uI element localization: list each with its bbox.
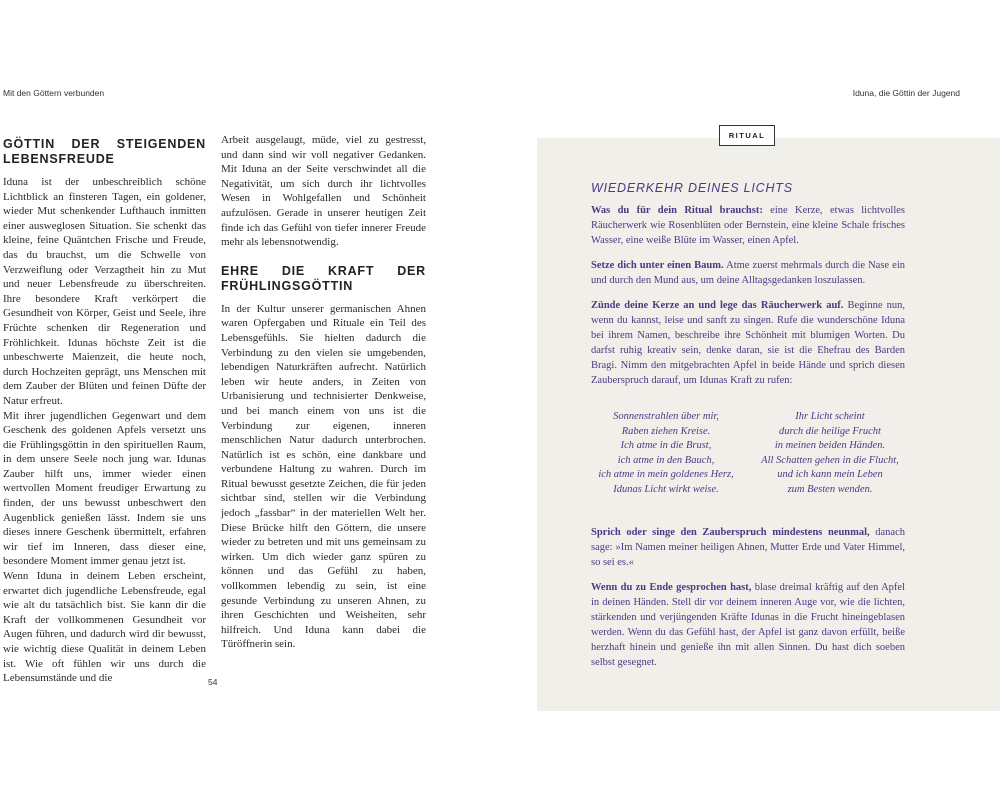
verse-line: Raben ziehen Kreise.	[621, 425, 711, 437]
verse-line: in meinen beiden Händen.	[774, 440, 886, 451]
ritual-step	[591, 298, 905, 388]
verse-line: Ihr Licht scheint	[795, 411, 865, 422]
verse-line: ich atme in mein goldenes Herz,	[598, 469, 734, 480]
paragraph: Mit ihrer jugendlichen Gegenwart und dem Geschenk des goldenen Apfels versetzt uns die Frühlingsgöttin in den spirituellen Raum, in dem unsere Seele noch jung war. Idunas Zauber hilft uns, immer wieder einen wertvollen Moment freudiger Erwartung zu finden, der uns bewusst unbeschwert den Augenblick genießen lässt. Indem sie uns dieses innere Geschenk übermittelt, erfahren wir tief im Inneren, dass dieser eine, besondere Moment immer genau jetzt ist.	[3, 409, 206, 568]
ritual-step	[591, 525, 905, 570]
page-number: 54	[208, 677, 218, 687]
step-lead: Wenn du zu Ende gesprochen hast,	[591, 582, 752, 593]
step-text: Atme zuerst mehrmals durch die Nase ein und durch den Mund aus, um deine Alltagsgedanken loszulassen.	[591, 260, 906, 286]
verse-line: und ich kann mein Leben	[777, 469, 883, 480]
ritual-badge: RITUAL	[719, 125, 775, 146]
running-header-left: Mit den Göttern verbunden	[3, 88, 105, 98]
ritual-step	[591, 258, 905, 288]
running-header-right: Iduna, die Göttin der Jugend	[852, 88, 960, 98]
verse-line: All Schatten gehen in die Flucht,	[761, 454, 899, 466]
verse-line: Ich atme in die Brust,	[620, 440, 712, 451]
ritual-title: WIEDERKEHR DEINES LICHTS	[591, 181, 793, 195]
step-lead: Setze dich unter einen Baum.	[591, 260, 724, 271]
step-text: eine Kerze, etwas lichtvolles Räucherwerk wie Rosenblüten oder Bernstein, eine kleine Schale frisches Wasser, eine weiße Blüte im Wasser, einen Apfel.	[591, 205, 905, 246]
ritual-instructions	[591, 203, 905, 680]
verse-line: Sonnenstrahlen über mir,	[613, 411, 719, 422]
verse-stanza-left	[591, 410, 741, 497]
verse-line: Idunas Licht wirkt weise.	[613, 483, 719, 495]
verse-stanza-right	[755, 410, 905, 497]
left-column	[3, 137, 206, 686]
step-text: Beginne nun, wenn du kannst, leise und sanft zu singen. Rufe die wunderschöne Iduna bei ihrem Namen, beschreibe ihre Schönheit mit blumigen Worten. Du darfst ruhig kreativ sein, denke daran, sie ist die Ehefrau des Barden Bragi. Nimm den mitgebrachten Apfel in beide Hände und sprich diesen Zauberspruch darauf, um Idunas Kraft zu rufen:	[591, 300, 905, 386]
spell-verse	[591, 410, 905, 497]
step-lead: Sprich oder singe den Zauberspruch mindestens neunmal,	[591, 527, 870, 538]
paragraph: Iduna ist der unbeschreiblich schöne Lichtblick an finsteren Tagen, ein goldener, wieder Mut schenkender Lufthauch inmitten einer ausweglosen Situation. Sie schenkt das kleine, feine Quäntchen Frische und Freude, das du brauchst, um die Schwelle von Verzweiflung oder Verzagtheit hin zu Mut und neuer Lebensfreude zu überschreiten. Ihre besondere Kraft verkörpert die Gesundheit von Körper, Geist und Seele, ihre Früchte schenken dir Regeneration und Fröhlichkeit. Idunas höchste Zeit ist die unbeschwerte Maienzeit, die heute noch, durch Hochzeiten geprägt, uns Menschen mit dem Zauber der Blüten und feinen Düfte der Natur erfreut.	[3, 176, 206, 407]
section-heading-lebensfreude: GÖTTIN DER STEIGENDEN LEBENSFREUDE	[3, 137, 206, 166]
step-lead: Was du für dein Ritual brauchst:	[591, 205, 763, 216]
verse-line: zum Besten wenden.	[787, 483, 873, 495]
verse-line: ich atme in den Bauch,	[617, 454, 715, 466]
section-heading-fruehlingsgoettin: EHRE DIE KRAFT DER FRÜHLINGSGÖTTIN	[221, 263, 426, 293]
paragraph: Wenn Iduna in deinem Leben erscheint, erwartet dich jugendliche Lebensfreude, egal wie alt du tatsächlich bist. Sie kann dir die Kraft der vollkommenen Gesundheit vor Augen führen, und dadurch wird dir bewusst, wie wichtig diese Qualität in deinem Leben ist. Wie oft fühlen wir uns durch die Lebensumstände und die	[3, 570, 206, 685]
ritual-step	[591, 203, 905, 248]
step-lead: Zünde deine Kerze an und lege das Räucherwerk auf.	[591, 300, 844, 311]
ritual-step	[591, 580, 905, 670]
paragraph: In der Kultur unserer germanischen Ahnen waren Opfergaben und Rituale ein Teil des Lebensgefühls. Sie hielten dadurch die Verbindung zu den vielen sie umgebenden, lebendigen Naturkräften aufrecht. Natürlich leben wir heute anders, in Zeiten von Urbanisierung und technisierter Denkweise, und bei manch einem von uns ist die Verbindung zur eigenen, inneren menschlichen Natur dadurch unterbrochen. Natürlich ist es schön, eine dankbare und verbundene Haltung zu wahren. Durch im Ritual bewusst gesetzte Zeichen, die für jeden sichtbar sind, stellen wir die Verbindung jedoch „fassbar“ in der materiellen Welt her. Diese Brücke hilft den Göttern, die unsere wieder zu betreten und mit uns gemeinsam zu wirken. Um dich wieder ganz spüren zu können und das Gefühl zu haben, vollkommen lebendig zu sein, ist eine gesunde Verbindung zu unseren Ahnen, zu ihren Geschichten und Weisheiten, sehr hilfreich. Und Iduna kann dabei die Türöffnerin sein.	[221, 302, 426, 651]
step-text: blase dreimal kräftig auf den Apfel in deinen Händen. Stell dir vor deinem inneren Auge vor, wie die lichten, stärkenden und verjüngenden Kräfte Idunas in die Frucht hineingeblasen werden. Wenn du das Gefühl hast, der Apfel ist ganz davon erfüllt, beiße herzhaft hinein und genieße ihn mit allen Sinnen. Du hast dich soeben selbst gesegnet.	[591, 582, 906, 668]
step-text: danach sage: »Im Namen meiner heiligen Ahnen, Mutter Erde und Vater Himmel, so sei es.«	[591, 527, 906, 568]
verse-line: durch die heilige Frucht	[779, 425, 881, 437]
middle-column	[221, 133, 426, 652]
paragraph: Arbeit ausgelaugt, müde, viel zu gestresst, und dann sind wir voll negativer Gedanken. Mit Iduna an der Seite verschwindet all die Negativität, um sich durch ihr lichtvolles Wesen in Wohlgefallen und Schönheit aufzulösen. Gerade in unserer heutigen Zeit finde ich das Gefühl von tiefer innerer Freude mehr als lebensnotwendig.	[221, 134, 426, 249]
